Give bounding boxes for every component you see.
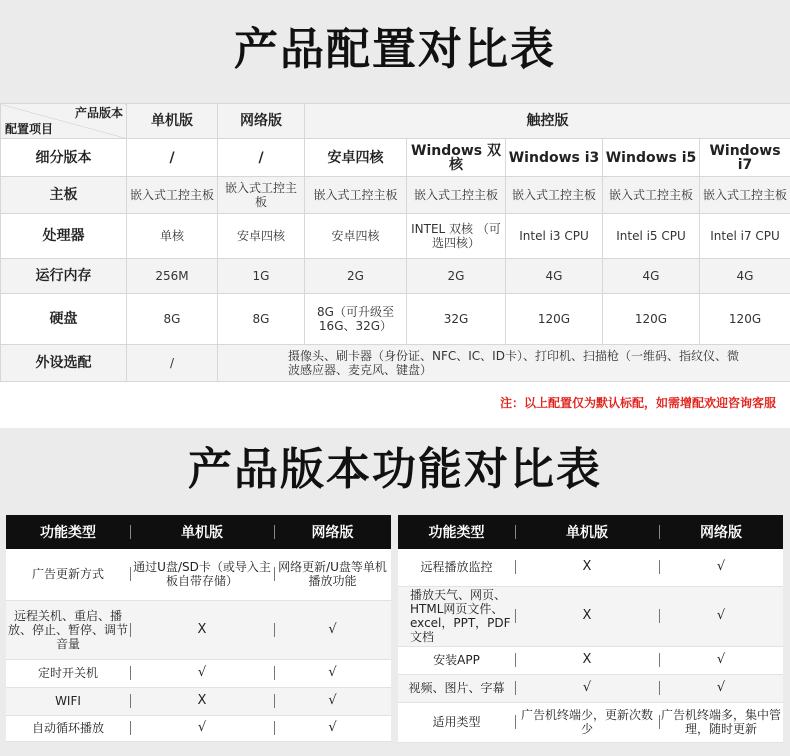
feature-network: √ [274,715,391,741]
sub-version-cell: Windows i3 [506,139,603,177]
config-cell: 嵌入式工控主板 [218,177,305,214]
table-row [398,586,783,646]
table-row [398,674,783,702]
feature-network: √ [659,586,783,646]
config-cell: 120G [700,294,790,345]
row-label-processor: 处理器 [1,214,127,259]
features-title: 产品版本功能对比表 [188,444,602,495]
header-network: 网络版 [659,515,783,549]
feature-single: X [515,646,659,674]
corner-product-version: 产品版本 [74,106,123,120]
version-network: 网络版 [218,104,305,139]
config-cell: 120G [506,294,603,345]
config-row-peripheral [1,345,790,382]
feature-table-left [6,515,391,742]
config-cell: 嵌入式工控主板 [700,177,790,214]
feature-type: 广告更新方式 [6,549,130,600]
feature-type: WIFI [6,687,130,715]
config-cell: 2G [305,259,407,294]
config-title: 产品配置对比表 [234,24,556,75]
feature-type: 远程关机、重启、播放、停止、暂停、调节音量 [6,600,130,659]
config-row-mainboard [1,177,790,214]
row-label-memory: 运行内存 [1,259,127,294]
feature-network: √ [274,687,391,715]
config-note: 注：以上配置仅为默认标配，如需增配欢迎咨询客服 [499,396,776,410]
corner-config-item: 配置项目 [5,122,54,136]
config-cell: 8G [218,294,305,345]
config-cell: 2G [407,259,506,294]
config-cell: 安卓四核 [305,214,407,259]
feature-header-row [398,515,783,549]
feature-type: 定时开关机 [6,659,130,687]
feature-network: √ [659,674,783,702]
config-cell: Intel i7 CPU [700,214,790,259]
sub-version-cell: Windows i7 [700,139,790,177]
config-cell: / [127,345,218,382]
config-cell: 嵌入式工控主板 [407,177,506,214]
sub-version-cell: 安卓四核 [305,139,407,177]
feature-type: 视频、图片、字幕 [398,674,515,702]
feature-network: 网络更新/U盘等单机播放功能 [274,549,391,600]
config-cell: 8G（可升级至16G、32G） [305,294,407,345]
header-network: 网络版 [274,515,391,549]
feature-type: 适用类型 [398,702,515,742]
row-label-peripheral: 外设选配 [1,345,127,382]
feature-network: √ [274,600,391,659]
sub-version-cell: Windows i5 [603,139,700,177]
table-row [6,600,391,659]
config-cell: Intel i3 CPU [506,214,603,259]
config-cell: Intel i5 CPU [603,214,700,259]
feature-single: √ [515,674,659,702]
config-cell: 8G [127,294,218,345]
feature-type: 播放天气、网页、HTML网页文件、excel，PPT，PDF文档 [398,586,515,646]
table-row [398,702,783,742]
config-cell: 安卓四核 [218,214,305,259]
config-cell: 4G [506,259,603,294]
version-single: 单机版 [127,104,218,139]
config-cell: 单核 [127,214,218,259]
table-row [6,549,391,600]
row-label-mainboard: 主板 [1,177,127,214]
feature-single: √ [130,659,274,687]
feature-type: 远程播放监控 [398,549,515,586]
config-cell: 嵌入式工控主板 [127,177,218,214]
config-table [0,103,790,382]
config-cell: 1G [218,259,305,294]
config-cell: 嵌入式工控主板 [506,177,603,214]
feature-header-row [6,515,391,549]
version-touch: 触控版 [305,104,790,139]
feature-network: √ [659,549,783,586]
sub-version-cell: / [218,139,305,177]
table-row [398,646,783,674]
feature-single: X [130,600,274,659]
config-cell: 120G [603,294,700,345]
row-label-storage: 硬盘 [1,294,127,345]
feature-network: √ [659,646,783,674]
config-corner-cell [1,104,127,139]
config-cell: 嵌入式工控主板 [305,177,407,214]
feature-network: 广告机终端多，集中管理，随时更新 [659,702,783,742]
feature-single: 通过U盘/SD卡（或导入主板自带存储） [130,549,274,600]
sub-version-cell: / [127,139,218,177]
config-cell: 嵌入式工控主板 [603,177,700,214]
header-feature-type: 功能类型 [398,515,515,549]
feature-single: √ [130,715,274,741]
feature-table-right [398,515,783,743]
feature-single: X [515,549,659,586]
config-cell: 4G [700,259,790,294]
header-single: 单机版 [515,515,659,549]
table-row [398,549,783,586]
config-row-subversion [1,139,790,177]
config-cell: 32G [407,294,506,345]
header-feature-type: 功能类型 [6,515,130,549]
feature-single: X [130,687,274,715]
config-row-memory [1,259,790,294]
sub-version-cell: Windows 双核 [407,139,506,177]
peripheral-options: 摄像头、刷卡器（身份证、NFC、IC、ID卡）、打印机、扫描枪（一维码、指纹仪、微波感应器、麦克风、键盘） [218,345,790,382]
feature-network: √ [274,659,391,687]
config-header-row [1,104,790,139]
config-cell: 4G [603,259,700,294]
feature-single: 广告机终端少，更新次数少 [515,702,659,742]
table-row [6,687,391,715]
table-row [6,715,391,741]
table-row [6,659,391,687]
header-single: 单机版 [130,515,274,549]
config-row-storage [1,294,790,345]
config-row-processor [1,214,790,259]
config-cell: INTEL 双核 （可选四核） [407,214,506,259]
feature-single: X [515,586,659,646]
row-label-subversion: 细分版本 [1,139,127,177]
feature-type: 安装APP [398,646,515,674]
feature-type: 自动循环播放 [6,715,130,741]
config-cell: 256M [127,259,218,294]
